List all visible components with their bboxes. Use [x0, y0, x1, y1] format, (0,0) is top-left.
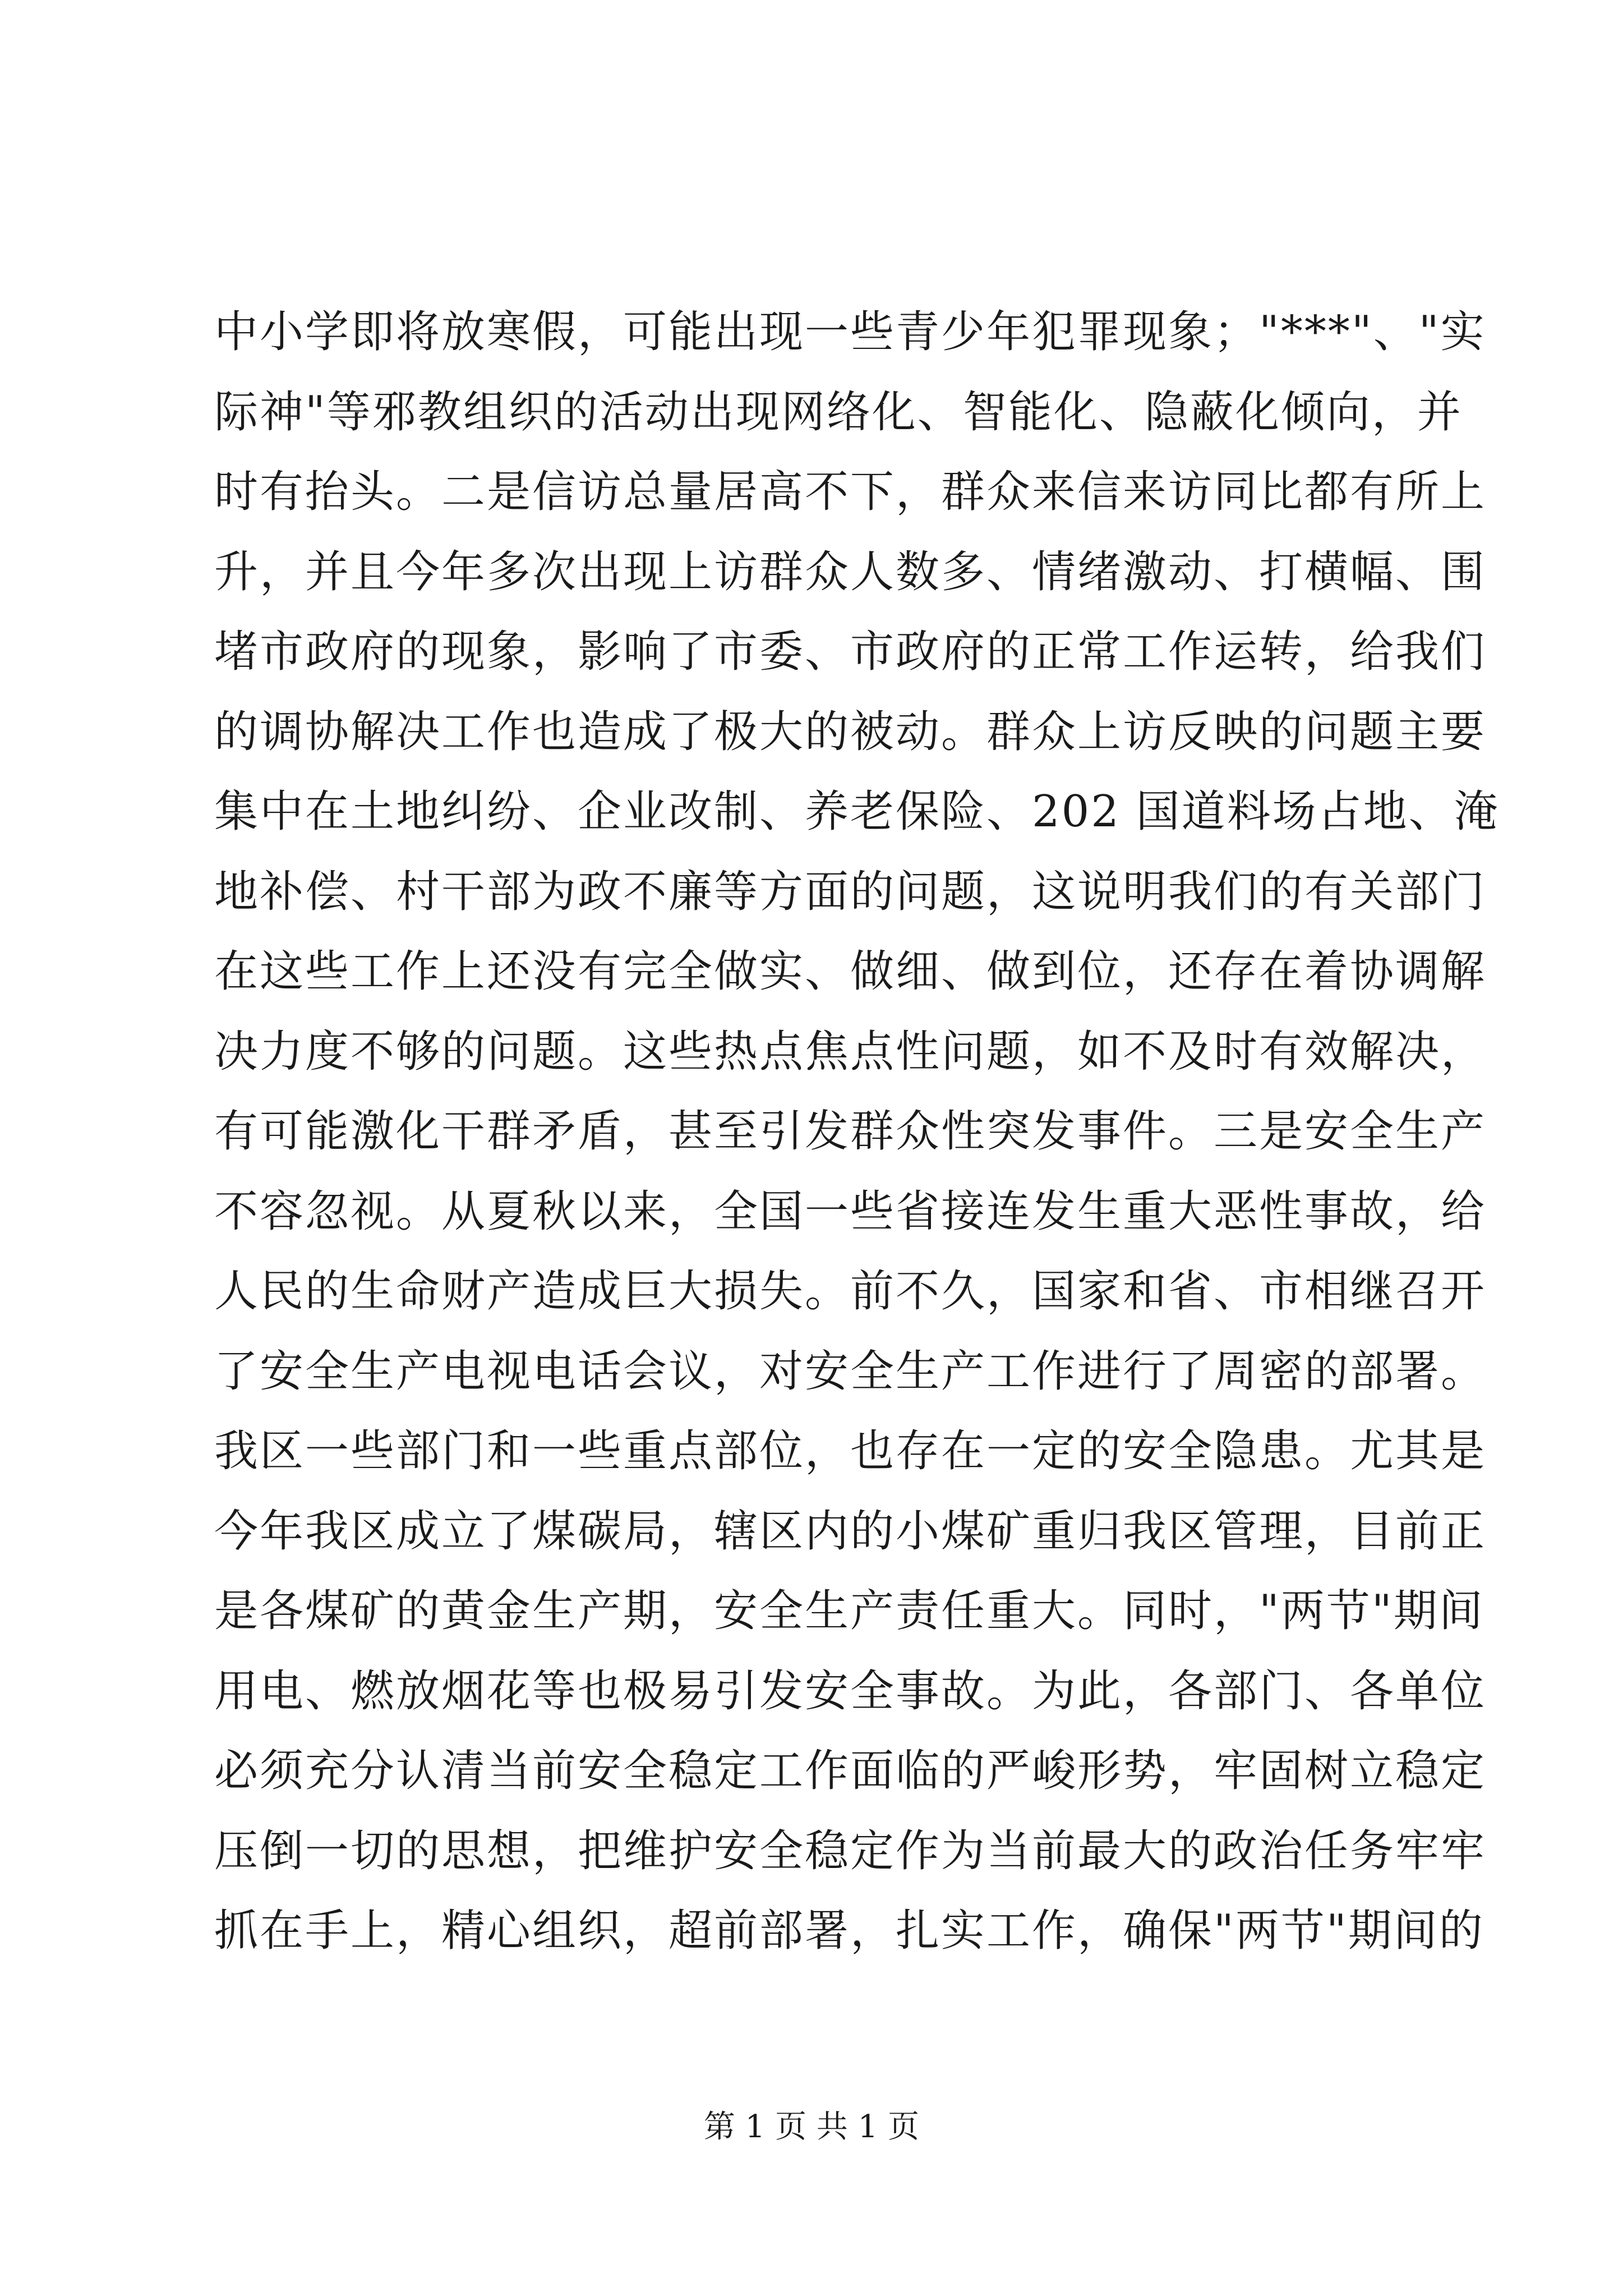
- text-line: 时有抬头。二是信访总量居高不下，群众来信来访同比都有所上: [214, 467, 1487, 517]
- text-line: 必须充分认清当前安全稳定工作面临的严峻形势，牢固树立稳定: [214, 1746, 1487, 1796]
- text-line: 是各煤矿的黄金生产期，安全生产责任重大。同时，"两节"期间: [214, 1586, 1484, 1636]
- text-line: 了安全生产电视电话会议，对安全生产工作进行了周密的部署。: [214, 1346, 1487, 1397]
- text-line: 用电、燃放烟花等也极易引发安全事故。为此，各部门、各单位: [214, 1665, 1487, 1717]
- text-line: 际神"等邪教组织的活动出现网络化、智能化、隐蔽化倾向，并: [214, 386, 1463, 438]
- text-line: 不容忽视。从夏秋以来，全国一些省接连发生重大恶性事故，给: [214, 1186, 1487, 1237]
- text-line: 压倒一切的思想，把维护安全稳定作为当前最大的政治任务牢牢: [214, 1825, 1487, 1876]
- text-line: 中小学即将放寒假，可能出现一些青少年犯罪现象；"***"、"实: [214, 307, 1486, 357]
- text-line: 抓在手上，精心组织，超前部署，扎实工作，确保"两节"期间的: [214, 1906, 1484, 1956]
- text-line: 在这些工作上还没有完全做实、做细、做到位，还存在着协调解: [214, 946, 1487, 997]
- text-line: 集中在土地纠纷、企业改制、养老保险、202 国道料场占地、淹: [214, 786, 1500, 837]
- page-number-label: 第 1 页 共 1 页: [703, 2109, 920, 2145]
- text-line: 决力度不够的问题。这些热点焦点性问题，如不及时有效解决，: [214, 1026, 1487, 1077]
- text-line: 我区一些部门和一些重点部位，也存在一定的安全隐患。尤其是: [214, 1426, 1487, 1476]
- text-line: 今年我区成立了煤碳局，辖区内的小煤矿重归我区管理，目前正: [214, 1506, 1487, 1557]
- text-line: 堵市政府的现象，影响了市委、市政府的正常工作运转，给我们: [214, 627, 1487, 677]
- page-footer: [0, 2105, 1623, 2150]
- text-line: 地补偿、村干部为政不廉等方面的问题，这说明我们的有关部门: [214, 866, 1487, 917]
- text-line: 有可能激化干群矛盾，甚至引发群众性突发事件。三是安全生产: [214, 1106, 1487, 1157]
- text-line: 升，并且今年多次出现上访群众人数多、情绪激动、打横幅、围: [214, 546, 1487, 597]
- text-line: 人民的生命财产造成巨大损失。前不久，国家和省、市相继召开: [214, 1266, 1487, 1317]
- body-paragraph: [214, 292, 1500, 1971]
- text-line: 的调协解决工作也造成了极大的被动。群众上访反映的问题主要: [214, 706, 1487, 757]
